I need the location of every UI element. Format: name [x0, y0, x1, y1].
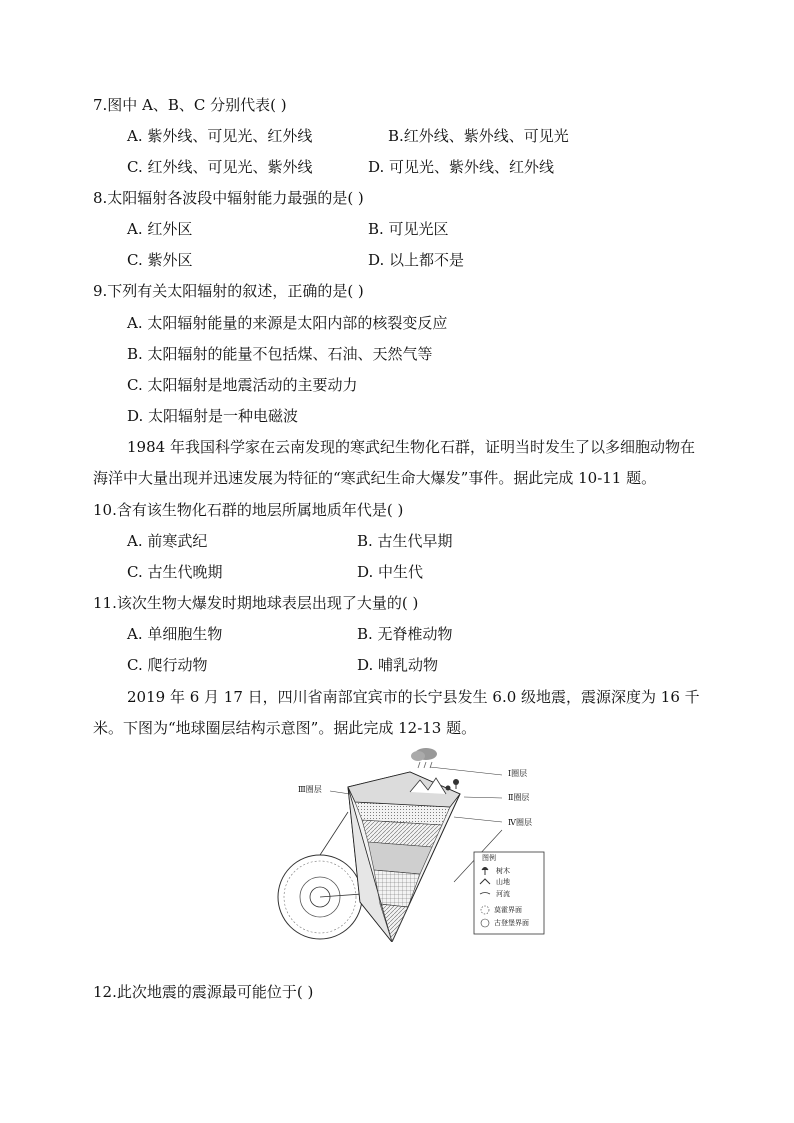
- earth-sphere-diagram: [270, 742, 550, 942]
- q9-stem: 9.下列有关太阳辐射的叙述，正确的是( ): [93, 282, 364, 300]
- q8-option-d: D. 以上都不是: [368, 251, 465, 269]
- q9-option-d: D. 太阳辐射是一种电磁波: [127, 407, 299, 425]
- q7-stem: 7.图中 A、B、C 分别代表( ): [93, 96, 287, 114]
- q12-stem: 12.此次地震的震源最可能位于( ): [93, 983, 314, 1001]
- q9-option-a: A. 太阳辐射能量的来源是太阳内部的核裂变反应: [127, 314, 448, 332]
- q10-option-d: D. 中生代: [357, 563, 424, 581]
- q7-option-d: D. 可见光、紫外线、红外线: [368, 158, 555, 176]
- q10-option-c: C. 古生代晚期: [127, 563, 223, 581]
- q8-stem: 8.太阳辐射各波段中辐射能力最强的是( ): [93, 189, 364, 207]
- legend-mountain: 山地: [496, 878, 510, 886]
- passage-earthquake: 2019 年 6 月 17 日，四川省南部宜宾市的长宁县发生 6.0 级地震，震源深度为 16 千米。下图为“地球圈层结构示意图”。据此完成 12-13 题。: [93, 688, 700, 737]
- label-sphere-ii: Ⅱ圈层: [508, 793, 530, 802]
- q11-option-a: A. 单细胞生物: [127, 625, 223, 643]
- q7-option-c: C. 红外线、可见光、紫外线: [127, 158, 313, 176]
- q7-option-b: B.红外线、紫外线、可见光: [388, 127, 569, 145]
- q7-option-a: A. 紫外线、可见光、红外线: [127, 127, 313, 145]
- label-sphere-iv: Ⅳ圈层: [508, 818, 532, 827]
- q9-option-c: C. 太阳辐射是地震活动的主要动力: [127, 376, 358, 394]
- passage-cambrian: 1984 年我国科学家在云南发现的寒武纪生物化石群，证明当时发生了以多细胞动物在海洋中大量出现并迅速发展为特征的“寒武纪生命大爆发”事件。据此完成 10-11 题。: [93, 438, 695, 487]
- legend-moho: 莫霍界面: [494, 906, 522, 914]
- legend-river: 河流: [496, 890, 510, 898]
- q11-stem: 11.该次生物大爆发时期地球表层出现了大量的( ): [93, 594, 419, 612]
- cloud-icon: [411, 748, 437, 768]
- label-sphere-i: Ⅰ圈层: [508, 769, 528, 778]
- legend-tree: 树木: [496, 867, 510, 875]
- legend-title: 图例: [482, 854, 496, 862]
- label-sphere-iii: Ⅲ圈层: [298, 785, 322, 794]
- legend-gutenberg: 古登堡界面: [494, 919, 529, 927]
- q10-option-a: A. 前寒武纪: [127, 532, 208, 550]
- q10-stem: 10.含有该生物化石群的地层所属地质年代是( ): [93, 501, 404, 519]
- q11-option-c: C. 爬行动物: [127, 656, 208, 674]
- q11-option-b: B. 无脊椎动物: [357, 625, 453, 643]
- q8-option-a: A. 红外区: [127, 220, 193, 238]
- q8-option-c: C. 紫外区: [127, 251, 193, 269]
- q11-option-d: D. 哺乳动物: [357, 656, 439, 674]
- q9-option-b: B. 太阳辐射的能量不包括煤、石油、天然气等: [127, 345, 433, 363]
- q8-option-b: B. 可见光区: [368, 220, 449, 238]
- q10-option-b: B. 古生代早期: [357, 532, 453, 550]
- crust-wedge: [348, 772, 460, 942]
